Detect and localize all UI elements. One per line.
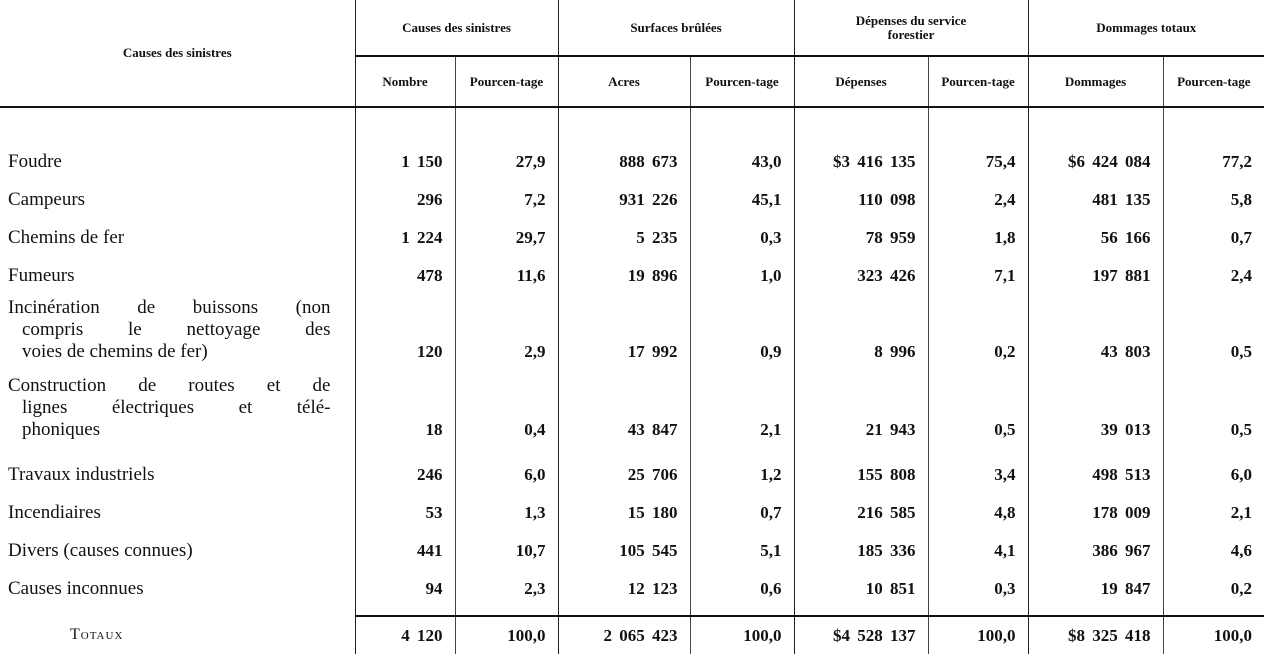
- cell-value: 0,2: [1163, 567, 1264, 605]
- cell-value: 296: [355, 178, 455, 216]
- cell-value: 2,1: [690, 368, 794, 446]
- cell-value: 56 166: [1028, 216, 1163, 254]
- cell-value: 323 426: [794, 254, 928, 292]
- cell-value: 2,4: [928, 178, 1028, 216]
- cell-value: 0,3: [690, 216, 794, 254]
- cell-value: 0,6: [690, 567, 794, 605]
- total-value: 4 120: [355, 616, 455, 654]
- cell-value: $3 416 135: [794, 140, 928, 178]
- row-label-line: Construction de routes et de: [8, 375, 331, 396]
- group-header: Surfaces brûlées: [558, 0, 794, 56]
- table-row: [0, 178, 1264, 216]
- table-row: [0, 254, 1264, 292]
- cell-value: 2,4: [1163, 254, 1264, 292]
- cell-value: 15 180: [558, 491, 690, 529]
- cell-value: 5,8: [1163, 178, 1264, 216]
- cell-value: 246: [355, 446, 455, 491]
- cell-value: 78 959: [794, 216, 928, 254]
- cell-value: 216 585: [794, 491, 928, 529]
- cell-value: 8 996: [794, 292, 928, 368]
- cell-value: 0,7: [1163, 216, 1264, 254]
- row-label-line: lignes électriques et télé-: [22, 397, 331, 418]
- totals-row: [0, 616, 1264, 654]
- cell-value: 0,5: [928, 368, 1028, 446]
- row-label-line: Causes inconnues: [8, 578, 144, 599]
- column-header: Pourcen-tage: [455, 56, 558, 106]
- cell-value: 155 808: [794, 446, 928, 491]
- group-header: Causes des sinistres: [355, 0, 558, 56]
- row-label: [0, 216, 355, 254]
- row-label-line: compris le nettoyage des: [22, 319, 331, 340]
- cell-value: 53: [355, 491, 455, 529]
- cell-value: 5,1: [690, 529, 794, 567]
- cell-value: 0,7: [690, 491, 794, 529]
- cell-value: 5 235: [558, 216, 690, 254]
- total-value: 100,0: [690, 616, 794, 654]
- total-value: 2 065 423: [558, 616, 690, 654]
- column-header: Pourcen-tage: [690, 56, 794, 106]
- row-label-line: Chemins de fer: [8, 227, 125, 248]
- table-row: [0, 292, 1264, 368]
- cell-value: 6,0: [1163, 446, 1264, 491]
- row-label-line: Campeurs: [8, 189, 86, 210]
- row-label: [0, 254, 355, 292]
- cell-value: 0,2: [928, 292, 1028, 368]
- cell-value: 386 967: [1028, 529, 1163, 567]
- row-label: [0, 292, 355, 368]
- cell-value: 1,3: [455, 491, 558, 529]
- cell-value: 27,9: [455, 140, 558, 178]
- cell-value: 931 226: [558, 178, 690, 216]
- cell-value: 4,8: [928, 491, 1028, 529]
- group-header: Dommages totaux: [1028, 0, 1264, 56]
- cell-value: 4,1: [928, 529, 1028, 567]
- row-label: [0, 491, 355, 529]
- cell-value: 10 851: [794, 567, 928, 605]
- column-header: Pourcen-tage: [1163, 56, 1264, 106]
- row-label-line: Incinération de buissons (non: [8, 297, 331, 318]
- row-label: [0, 567, 355, 605]
- cell-value: 2,1: [1163, 491, 1264, 529]
- cell-value: 43 803: [1028, 292, 1163, 368]
- cell-value: 18: [355, 368, 455, 446]
- totals-label: Totaux: [70, 626, 124, 643]
- cell-value: 441: [355, 529, 455, 567]
- table-row: [0, 491, 1264, 529]
- total-value: 100,0: [455, 616, 558, 654]
- column-header: Dépenses: [794, 56, 928, 106]
- table-row: [0, 216, 1264, 254]
- cell-value: 3,4: [928, 446, 1028, 491]
- cell-value: 77,2: [1163, 140, 1264, 178]
- total-value: $8 325 418: [1028, 616, 1163, 654]
- cell-value: 185 336: [794, 529, 928, 567]
- row-label-line: Divers (causes connues): [8, 540, 193, 561]
- cell-value: 1,0: [690, 254, 794, 292]
- cell-value: 0,3: [928, 567, 1028, 605]
- cell-value: 43,0: [690, 140, 794, 178]
- row-label-line: Travaux industriels: [8, 464, 155, 485]
- row-label-header: Causes des sinistres: [122, 45, 232, 60]
- cell-value: 6,0: [455, 446, 558, 491]
- column-header: Dommages: [1028, 56, 1163, 106]
- table-row: [0, 446, 1264, 491]
- total-value: 100,0: [1163, 616, 1264, 654]
- cell-value: 110 098: [794, 178, 928, 216]
- row-label-line: voies de chemins de fer): [22, 341, 208, 362]
- cell-value: 10,7: [455, 529, 558, 567]
- table-row: [0, 567, 1264, 605]
- cell-value: 1,2: [690, 446, 794, 491]
- column-header: Nombre: [355, 56, 455, 106]
- table-row: [0, 140, 1264, 178]
- row-label: [0, 140, 355, 178]
- cell-value: 197 881: [1028, 254, 1163, 292]
- cell-value: 19 847: [1028, 567, 1163, 605]
- column-header: Pourcen-tage: [928, 56, 1028, 106]
- total-value: 100,0: [928, 616, 1028, 654]
- cell-value: 478: [355, 254, 455, 292]
- cell-value: 12 123: [558, 567, 690, 605]
- row-label: [0, 368, 355, 446]
- cell-value: 105 545: [558, 529, 690, 567]
- cell-value: 1 150: [355, 140, 455, 178]
- table-row: [0, 529, 1264, 567]
- cell-value: 2,9: [455, 292, 558, 368]
- cell-value: 120: [355, 292, 455, 368]
- cell-value: 1 224: [355, 216, 455, 254]
- cell-value: 0,9: [690, 292, 794, 368]
- row-label: [0, 446, 355, 491]
- column-header: Acres: [558, 56, 690, 106]
- cell-value: 481 135: [1028, 178, 1163, 216]
- cell-value: 39 013: [1028, 368, 1163, 446]
- row-label-line: Fumeurs: [8, 265, 75, 286]
- cell-value: 888 673: [558, 140, 690, 178]
- cell-value: 25 706: [558, 446, 690, 491]
- cell-value: 19 896: [558, 254, 690, 292]
- cell-value: $6 424 084: [1028, 140, 1163, 178]
- cell-value: 7,2: [455, 178, 558, 216]
- row-label: [0, 178, 355, 216]
- cell-value: 29,7: [455, 216, 558, 254]
- cell-value: 498 513: [1028, 446, 1163, 491]
- cell-value: 21 943: [794, 368, 928, 446]
- cell-value: 43 847: [558, 368, 690, 446]
- cell-value: 0,4: [455, 368, 558, 446]
- row-label: [0, 529, 355, 567]
- cell-value: 0,5: [1163, 368, 1264, 446]
- cell-value: 4,6: [1163, 529, 1264, 567]
- cell-value: 45,1: [690, 178, 794, 216]
- cell-value: 7,1: [928, 254, 1028, 292]
- row-label-line: Foudre: [8, 151, 62, 172]
- group-header: Dépenses du service forestier: [794, 0, 1028, 56]
- row-label-line: phoniques: [22, 419, 101, 440]
- table-row: [0, 368, 1264, 446]
- row-label-line: Incendiaires: [8, 502, 101, 523]
- cell-value: 1,8: [928, 216, 1028, 254]
- total-value: $4 528 137: [794, 616, 928, 654]
- cell-value: 75,4: [928, 140, 1028, 178]
- cell-value: 17 992: [558, 292, 690, 368]
- cell-value: 178 009: [1028, 491, 1163, 529]
- cell-value: 0,5: [1163, 292, 1264, 368]
- cell-value: 94: [355, 567, 455, 605]
- cell-value: 2,3: [455, 567, 558, 605]
- cell-value: 11,6: [455, 254, 558, 292]
